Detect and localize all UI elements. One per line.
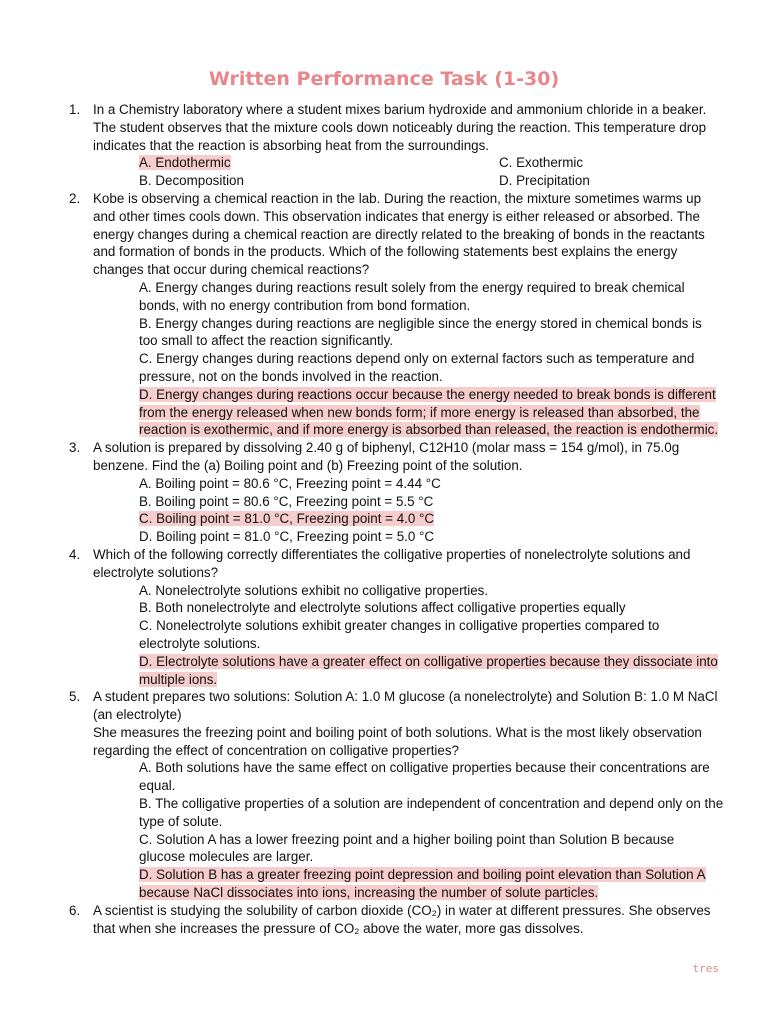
question-list (0, 101, 768, 937)
page-title: Written Performance Task (1-30) (208, 68, 560, 90)
options-list (93, 582, 724, 689)
option-a: A. Nonelectrolyte solutions exhibit no colligative properties. (139, 582, 489, 598)
option-b: B. Boiling point = 80.6 °C, Freezing point = 5.5 °C (139, 493, 434, 509)
question-text: A student prepares two solutions: Solution A: 1.0 M glucose (a nonelectrolyte) and Solution B: 1.0 M NaCl (an electrolyte) (93, 689, 718, 723)
option-b: B. The colligative properties of a solution are independent of concentration and depend only on the type of solute. (139, 796, 724, 829)
question-number: 5. (69, 689, 81, 705)
question-5 (0, 688, 768, 902)
question-text: A scientist is studying the solubility of carbon dioxide (CO₂) in water at different pressures. She observes that when she increases the pressure of CO₂ above the water, more gas dissolves. (93, 902, 711, 936)
option-c: C. Nonelectrolyte solutions exhibit greater changes in colligative properties compared to electrolyte solutions. (139, 618, 660, 651)
options-list (93, 475, 724, 546)
question-text: A solution is prepared by dissolving 2.40 g of biphenyl, C12H10 (molar mass = 154 g/mol), in 75.0g benzene. Find the (a) Boiling point and (b) Freezing point of the solution. (93, 440, 680, 473)
question-text: Kobe is observing a chemical reaction in the lab. During the reaction, the mixture sometimes warms up and other times cools down. This observation indicates that energy is either released or absorbed. The energy changes during a chemical reaction are directly related to the breaking of bonds in the reactants and formation of bonds in the products. Which of the following statements best explains the energy changes that occur during chemical reactions? (93, 190, 705, 278)
option-b: B. Decomposition (139, 173, 244, 189)
option-c: C. Solution A has a lower freezing point and a higher boiling point than Solution B because glucose molecules are larger. (139, 831, 675, 865)
option-b: B. Both nonelectrolyte and electrolyte solutions affect colligative properties equally (139, 600, 626, 616)
question-number: 4. (69, 546, 81, 562)
option-c: C. Boiling point = 81.0 °C, Freezing point = 4.0 °C (139, 511, 435, 527)
question-number: 1. (69, 102, 81, 117)
option-c: C. Energy changes during reactions depend only on external factors such as temperature and pressure, not on the bonds involved in the reaction. (139, 351, 695, 384)
question-4 (0, 546, 768, 688)
question-text: Which of the following correctly differentiates the colligative properties of nonelectrolyte solutions and electrolyte solutions? (93, 546, 691, 580)
option-d: D. Boiling point = 81.0 °C, Freezing point = 5.0 °C (139, 529, 435, 545)
footer-mark: tres (692, 962, 719, 975)
question-text: In a Chemistry laboratory where a student mixes barium hydroxide and ammonium chloride in a beaker. The student observes that the mixture cools down noticeably during the reaction. This temperature drop indicates that the reaction is absorbing heat from the surroundings. (93, 102, 707, 153)
options-list (93, 279, 724, 439)
question-number: 3. (69, 440, 81, 456)
options-list (93, 759, 724, 901)
question-2 (0, 190, 768, 439)
option-b: B. Energy changes during reactions are negligible since the energy stored in chemical bonds is too small to affect the reaction significantly. (139, 315, 702, 349)
option-a: A. Energy changes during reactions result solely from the energy required to break chemical bonds, with no energy contribution from bond formation. (139, 279, 685, 313)
option-a: A. Endothermic (139, 155, 231, 171)
question-6 (0, 902, 768, 938)
option-d: D. Solution B has a greater freezing point depression and boiling point elevation than Solution A because NaCl dissociates into ions, increasing the number of solute particles. (139, 867, 706, 901)
option-d: D. Precipitation (499, 173, 590, 189)
options-list (93, 154, 724, 190)
question-number: 2. (69, 190, 81, 206)
question-text-continued: She measures the freezing point and boiling point of both solutions. What is the most likely observation regarding the effect of concentration on colligative properties? (93, 724, 702, 758)
option-d: D. Electrolyte solutions have a greater effect on colligative properties because they dissociate into multiple ions. (139, 653, 718, 687)
option-a: A. Boiling point = 80.6 °C, Freezing point = 4.44 °C (139, 475, 441, 491)
question-3 (0, 439, 768, 546)
option-d: D. Energy changes during reactions occur because the energy needed to break bonds is different from the energy released when new bonds form; if more energy is released than absorbed, the reaction is exothermic, and if more energy is absorbed than released, the reaction is endothermic. (139, 386, 719, 438)
option-c: C. Exothermic (499, 155, 584, 171)
option-a: A. Both solutions have the same effect on colligative properties because their concentrations are equal. (139, 760, 710, 794)
question-1 (0, 101, 768, 190)
question-number: 6. (69, 902, 81, 918)
